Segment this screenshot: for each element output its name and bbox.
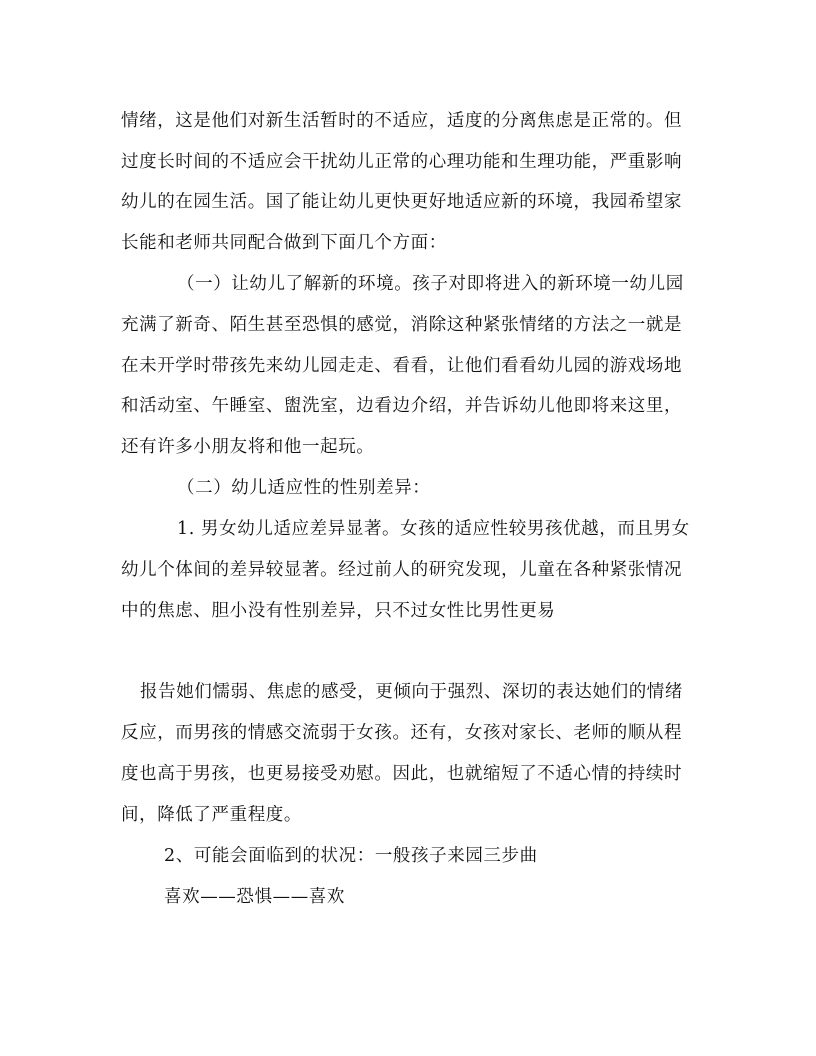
text-line: （一）让幼儿了解新的环境。孩子对即将进入的新环境一幼儿园 [177,274,684,294]
text-line: 和活动室、午睡室、盥洗室，边看边介绍，并告诉幼儿他即将来这里， [121,396,683,416]
text-line: 间，降低了严重程度。 [121,805,302,825]
text-line: 1. 男女幼儿适应差异显著。女孩的适应性较男孩优越，而且男女 [177,519,690,539]
text-line: 幼儿个体间的差异较显著。经过前人的研究发现，儿童在各种紧张情况 [121,560,683,580]
text-line: 过度长时间的不适应会干扰幼儿正常的心理功能和生理功能，严重影响 [121,152,683,172]
text-line: 2、可能会面临到的状况：一般孩子来园三步曲 [164,846,538,866]
text-line: 长能和老师共同配合做到下面几个方面： [121,233,447,253]
text-line: （二）幼儿适应性的性别差异： [177,478,431,498]
text-line: 在未开学时带孩先来幼儿园走走、看看，让他们看看幼儿园的游戏场地 [121,356,683,376]
text-line: 情绪，这是他们对新生活暂时的不适应，适度的分离焦虑是正常的。但 [121,111,683,131]
text-line: 中的焦虑、胆小没有性别差异，只不过女性比男性更易 [121,601,556,621]
text-line: 幼儿的在园生活。国了能让幼儿更快更好地适应新的环境，我园希望家 [121,192,683,212]
text-line: 反应，而男孩的情感交流弱于女孩。还有，女孩对家长、老师的顺从程 [121,723,683,743]
text-line: 报告她们懦弱、焦虑的感受，更倾向于强烈、深切的表达她们的情绪 [140,682,683,702]
text-line: 充满了新奇、陌生甚至恐惧的感觉，消除这种紧张情绪的方法之一就是 [121,315,683,335]
text-line: 喜欢——恐惧——喜欢 [164,887,345,907]
text-line: 还有许多小朋友将和他一起玩。 [121,437,375,457]
text-line: 度也高于男孩，也更易接受劝慰。因此，也就缩短了不适心情的持续时 [121,764,683,784]
